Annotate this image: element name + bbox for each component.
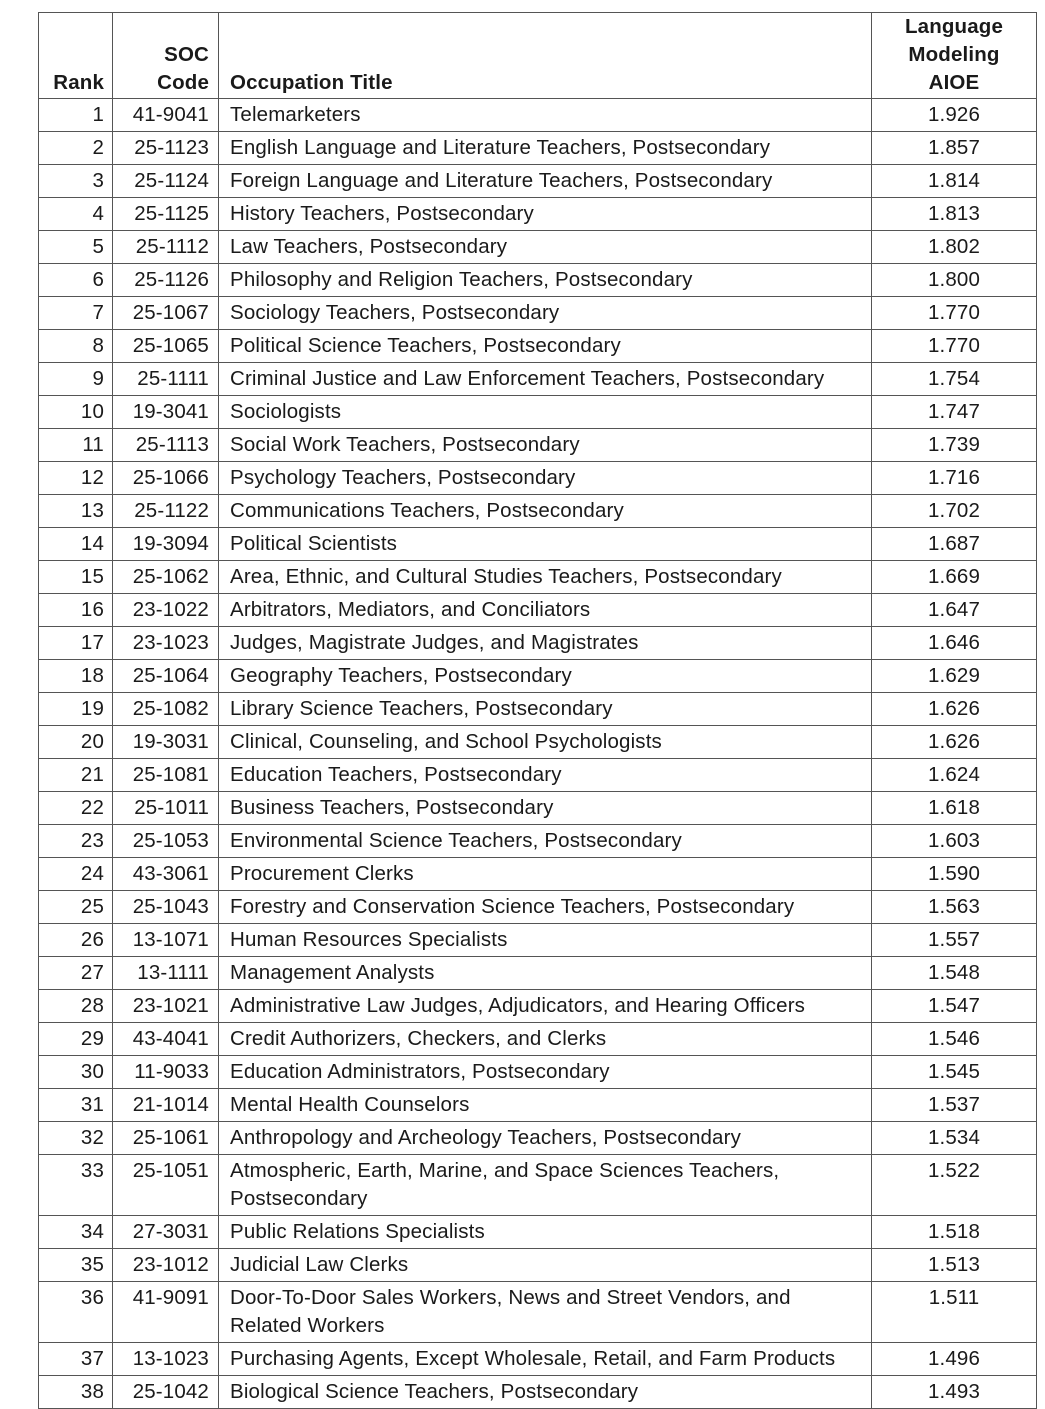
rank-cell: 35 (39, 1249, 113, 1282)
aioe-score-cell: 1.618 (872, 792, 1037, 825)
table-row (39, 1122, 1037, 1155)
soc-code-cell: 13-1111 (113, 957, 219, 990)
soc-code-cell: 25-1053 (113, 825, 219, 858)
occupation-title-cell: Communications Teachers, Postsecondary (219, 495, 872, 528)
table-row (39, 924, 1037, 957)
soc-code-cell: 21-1014 (113, 1089, 219, 1122)
table-row (39, 330, 1037, 363)
rank-cell: 25 (39, 891, 113, 924)
aioe-score-cell: 1.624 (872, 759, 1037, 792)
table-row (39, 990, 1037, 1023)
rank-cell: 9 (39, 363, 113, 396)
aioe-score-cell: 1.770 (872, 330, 1037, 363)
rank-header: Rank (39, 13, 113, 99)
occupation-title-cell: Atmospheric, Earth, Marine, and Space Sciences Teachers, Postsecondary (219, 1155, 872, 1216)
soc-code-cell: 13-1071 (113, 924, 219, 957)
table-row (39, 495, 1037, 528)
table-row (39, 858, 1037, 891)
aioe-score-cell: 1.739 (872, 429, 1037, 462)
aioe-score-cell: 1.537 (872, 1089, 1037, 1122)
aioe-score-cell: 1.513 (872, 1249, 1037, 1282)
soc-code-cell: 25-1123 (113, 132, 219, 165)
table-row (39, 759, 1037, 792)
rank-cell: 19 (39, 693, 113, 726)
aioe-score-cell: 1.493 (872, 1376, 1037, 1409)
rank-cell: 16 (39, 594, 113, 627)
aioe-score-cell: 1.770 (872, 297, 1037, 330)
soc-code-cell: 25-1043 (113, 891, 219, 924)
table-row (39, 1282, 1037, 1343)
soc-code-cell: 25-1113 (113, 429, 219, 462)
aioe-score-cell: 1.603 (872, 825, 1037, 858)
soc-header-line2: Code (157, 71, 209, 94)
soc-code-cell: 41-9091 (113, 1282, 219, 1343)
aioe-score-cell: 1.563 (872, 891, 1037, 924)
soc-code-cell: 25-1112 (113, 231, 219, 264)
rank-cell: 15 (39, 561, 113, 594)
soc-code-cell: 25-1065 (113, 330, 219, 363)
occupation-title-cell: Philosophy and Religion Teachers, Postsecondary (219, 264, 872, 297)
soc-code-cell: 27-3031 (113, 1216, 219, 1249)
aioe-score-cell: 1.511 (872, 1282, 1037, 1343)
occupation-title-cell: Political Scientists (219, 528, 872, 561)
aioe-score-cell: 1.534 (872, 1122, 1037, 1155)
soc-code-cell: 23-1012 (113, 1249, 219, 1282)
rank-cell: 36 (39, 1282, 113, 1343)
soc-code-cell: 25-1111 (113, 363, 219, 396)
table-row (39, 528, 1037, 561)
table-row (39, 1155, 1037, 1216)
soc-code-header (113, 13, 219, 99)
table-row (39, 396, 1037, 429)
occupation-title-cell: History Teachers, Postsecondary (219, 198, 872, 231)
rank-cell: 37 (39, 1343, 113, 1376)
occupation-title-cell: Criminal Justice and Law Enforcement Teachers, Postsecondary (219, 363, 872, 396)
occupation-title-cell: Arbitrators, Mediators, and Conciliators (219, 594, 872, 627)
occupation-title-cell: Political Science Teachers, Postsecondary (219, 330, 872, 363)
rank-cell: 6 (39, 264, 113, 297)
occupation-title-cell: Geography Teachers, Postsecondary (219, 660, 872, 693)
aioe-score-cell: 1.754 (872, 363, 1037, 396)
occupation-table-container (38, 12, 1037, 1409)
table-row (39, 363, 1037, 396)
occupation-title-cell: English Language and Literature Teachers, Postsecondary (219, 132, 872, 165)
rank-cell: 30 (39, 1056, 113, 1089)
soc-code-cell: 25-1126 (113, 264, 219, 297)
table-row (39, 891, 1037, 924)
soc-code-cell: 25-1067 (113, 297, 219, 330)
table-header (39, 13, 1037, 99)
soc-code-cell: 25-1042 (113, 1376, 219, 1409)
rank-cell: 26 (39, 924, 113, 957)
soc-code-cell: 23-1022 (113, 594, 219, 627)
rank-cell: 34 (39, 1216, 113, 1249)
aioe-header (872, 13, 1037, 99)
occupation-title-cell: Administrative Law Judges, Adjudicators, and Hearing Officers (219, 990, 872, 1023)
occupation-title-cell: Anthropology and Archeology Teachers, Postsecondary (219, 1122, 872, 1155)
aioe-score-cell: 1.857 (872, 132, 1037, 165)
occupation-title-cell: Sociology Teachers, Postsecondary (219, 297, 872, 330)
occupation-title-cell: Door-To-Door Sales Workers, News and Street Vendors, and Related Workers (219, 1282, 872, 1343)
table-row (39, 825, 1037, 858)
occupation-title-cell: Clinical, Counseling, and School Psychologists (219, 726, 872, 759)
aioe-score-cell: 1.522 (872, 1155, 1037, 1216)
occupation-title-cell: Judicial Law Clerks (219, 1249, 872, 1282)
soc-code-cell: 19-3094 (113, 528, 219, 561)
table-row (39, 627, 1037, 660)
rank-cell: 2 (39, 132, 113, 165)
occupation-title-cell: Law Teachers, Postsecondary (219, 231, 872, 264)
rank-cell: 3 (39, 165, 113, 198)
occupation-title-cell: Library Science Teachers, Postsecondary (219, 693, 872, 726)
rank-cell: 33 (39, 1155, 113, 1216)
table-row (39, 594, 1037, 627)
occupation-title-cell: Area, Ethnic, and Cultural Studies Teachers, Postsecondary (219, 561, 872, 594)
rank-cell: 24 (39, 858, 113, 891)
rank-cell: 11 (39, 429, 113, 462)
soc-code-cell: 25-1122 (113, 495, 219, 528)
rank-cell: 23 (39, 825, 113, 858)
rank-cell: 4 (39, 198, 113, 231)
table-row (39, 792, 1037, 825)
aioe-score-cell: 1.557 (872, 924, 1037, 957)
soc-code-cell: 25-1125 (113, 198, 219, 231)
aioe-score-cell: 1.646 (872, 627, 1037, 660)
rank-cell: 8 (39, 330, 113, 363)
aioe-score-cell: 1.545 (872, 1056, 1037, 1089)
table-row (39, 132, 1037, 165)
soc-code-cell: 25-1066 (113, 462, 219, 495)
occupation-title-cell: Business Teachers, Postsecondary (219, 792, 872, 825)
table-row (39, 198, 1037, 231)
occupation-title-cell: Public Relations Specialists (219, 1216, 872, 1249)
rank-cell: 28 (39, 990, 113, 1023)
soc-code-cell: 43-4041 (113, 1023, 219, 1056)
table-row (39, 1343, 1037, 1376)
rank-cell: 14 (39, 528, 113, 561)
occupation-title-cell: Forestry and Conservation Science Teachers, Postsecondary (219, 891, 872, 924)
rank-cell: 21 (39, 759, 113, 792)
table-body (39, 99, 1037, 1409)
rank-cell: 1 (39, 99, 113, 132)
table-row (39, 264, 1037, 297)
rank-cell: 12 (39, 462, 113, 495)
rank-cell: 29 (39, 1023, 113, 1056)
occupation-title-cell: Education Administrators, Postsecondary (219, 1056, 872, 1089)
occupation-title-cell: Management Analysts (219, 957, 872, 990)
aioe-score-cell: 1.814 (872, 165, 1037, 198)
occupation-title-cell: Education Teachers, Postsecondary (219, 759, 872, 792)
soc-code-cell: 19-3041 (113, 396, 219, 429)
rank-cell: 13 (39, 495, 113, 528)
aioe-score-cell: 1.496 (872, 1343, 1037, 1376)
table-row (39, 660, 1037, 693)
aioe-score-cell: 1.626 (872, 726, 1037, 759)
occupation-title-cell: Judges, Magistrate Judges, and Magistrates (219, 627, 872, 660)
soc-code-cell: 25-1081 (113, 759, 219, 792)
header-row (39, 13, 1037, 99)
rank-cell: 32 (39, 1122, 113, 1155)
table-row (39, 165, 1037, 198)
table-row (39, 561, 1037, 594)
soc-code-cell: 43-3061 (113, 858, 219, 891)
soc-code-cell: 25-1124 (113, 165, 219, 198)
aioe-score-cell: 1.629 (872, 660, 1037, 693)
aioe-score-cell: 1.647 (872, 594, 1037, 627)
aioe-score-cell: 1.626 (872, 693, 1037, 726)
table-row (39, 297, 1037, 330)
occupation-title-cell: Social Work Teachers, Postsecondary (219, 429, 872, 462)
soc-code-cell: 25-1011 (113, 792, 219, 825)
occupation-title-cell: Procurement Clerks (219, 858, 872, 891)
aioe-score-cell: 1.687 (872, 528, 1037, 561)
table-row (39, 429, 1037, 462)
aioe-score-cell: 1.518 (872, 1216, 1037, 1249)
occupation-title-header: Occupation Title (219, 13, 872, 99)
soc-code-cell: 13-1023 (113, 1343, 219, 1376)
rank-cell: 17 (39, 627, 113, 660)
table-row (39, 1023, 1037, 1056)
soc-code-cell: 41-9041 (113, 99, 219, 132)
occupation-title-cell: Human Resources Specialists (219, 924, 872, 957)
aioe-score-cell: 1.926 (872, 99, 1037, 132)
aioe-header-line3: AIOE (928, 71, 980, 94)
rank-cell: 22 (39, 792, 113, 825)
aioe-score-cell: 1.716 (872, 462, 1037, 495)
rank-cell: 31 (39, 1089, 113, 1122)
rank-cell: 10 (39, 396, 113, 429)
rank-cell: 5 (39, 231, 113, 264)
rank-cell: 18 (39, 660, 113, 693)
rank-cell: 27 (39, 957, 113, 990)
aioe-score-cell: 1.802 (872, 231, 1037, 264)
table-row (39, 957, 1037, 990)
occupation-title-cell: Biological Science Teachers, Postsecondary (219, 1376, 872, 1409)
table-row (39, 462, 1037, 495)
rank-cell: 38 (39, 1376, 113, 1409)
soc-code-cell: 23-1023 (113, 627, 219, 660)
occupation-title-cell: Sociologists (219, 396, 872, 429)
aioe-header-line2: Modeling (908, 43, 1000, 66)
aioe-header-line1: Language (904, 15, 1003, 38)
table-row (39, 1376, 1037, 1409)
table-row (39, 1056, 1037, 1089)
rank-cell: 7 (39, 297, 113, 330)
occupation-title-cell: Psychology Teachers, Postsecondary (219, 462, 872, 495)
occupation-title-cell: Environmental Science Teachers, Postsecondary (219, 825, 872, 858)
aioe-score-cell: 1.813 (872, 198, 1037, 231)
occupation-title-cell: Foreign Language and Literature Teachers, Postsecondary (219, 165, 872, 198)
table-row (39, 693, 1037, 726)
soc-code-cell: 25-1051 (113, 1155, 219, 1216)
aioe-score-cell: 1.800 (872, 264, 1037, 297)
occupation-title-cell: Credit Authorizers, Checkers, and Clerks (219, 1023, 872, 1056)
aioe-score-cell: 1.669 (872, 561, 1037, 594)
rank-cell: 20 (39, 726, 113, 759)
table-row (39, 231, 1037, 264)
aioe-score-cell: 1.548 (872, 957, 1037, 990)
soc-code-cell: 25-1061 (113, 1122, 219, 1155)
soc-code-cell: 25-1064 (113, 660, 219, 693)
table-row (39, 1089, 1037, 1122)
soc-code-cell: 11-9033 (113, 1056, 219, 1089)
table-row (39, 1249, 1037, 1282)
table-row (39, 99, 1037, 132)
soc-code-cell: 19-3031 (113, 726, 219, 759)
aioe-score-cell: 1.547 (872, 990, 1037, 1023)
soc-code-cell: 25-1062 (113, 561, 219, 594)
aioe-score-cell: 1.590 (872, 858, 1037, 891)
soc-code-cell: 25-1082 (113, 693, 219, 726)
aioe-score-cell: 1.702 (872, 495, 1037, 528)
table-row (39, 726, 1037, 759)
soc-header-line1: SOC (164, 43, 209, 66)
occupation-aioe-table (38, 12, 1037, 1409)
occupation-title-cell: Telemarketers (219, 99, 872, 132)
soc-code-cell: 23-1021 (113, 990, 219, 1023)
aioe-score-cell: 1.747 (872, 396, 1037, 429)
occupation-title-cell: Mental Health Counselors (219, 1089, 872, 1122)
occupation-title-cell: Purchasing Agents, Except Wholesale, Retail, and Farm Products (219, 1343, 872, 1376)
table-row (39, 1216, 1037, 1249)
aioe-score-cell: 1.546 (872, 1023, 1037, 1056)
